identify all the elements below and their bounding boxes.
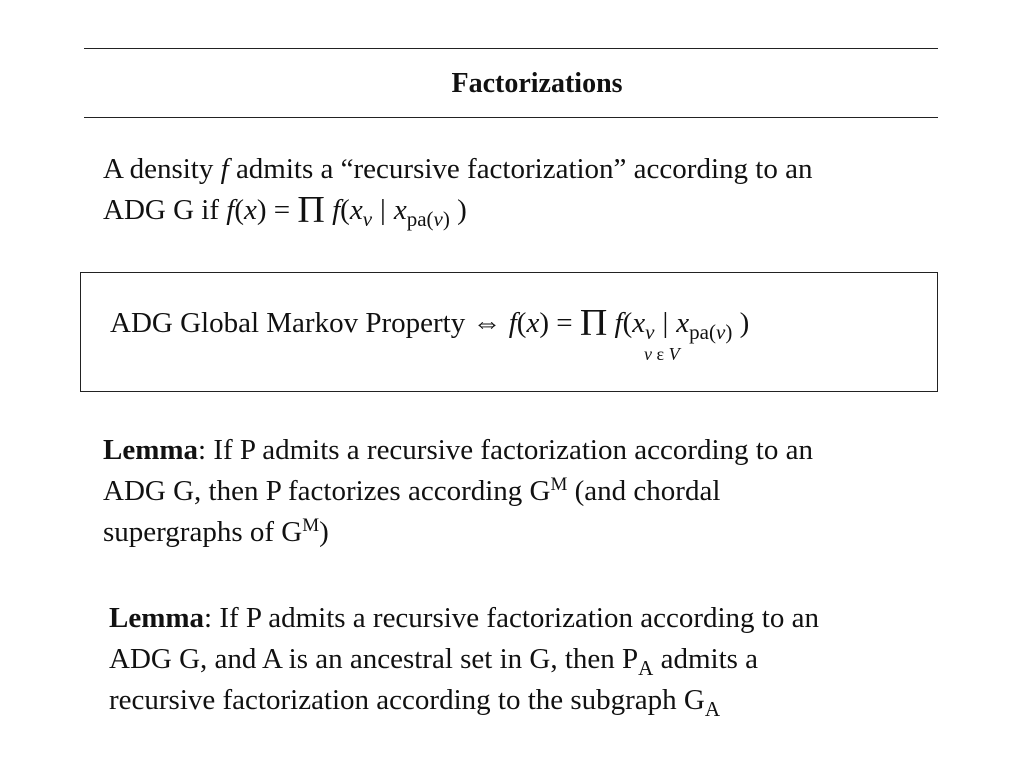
formula-equals: ) = (256, 194, 298, 226)
global-markov-statement (110, 303, 749, 344)
iff-symbol: ⇔ (472, 307, 502, 339)
formula-paren: ) (457, 194, 467, 226)
density-symbol: f (220, 153, 229, 185)
subscript-v: v (715, 320, 726, 344)
formula-x-parents: x (393, 194, 407, 226)
conditional-bar: | (662, 307, 669, 339)
lemma-1-line-1 (103, 430, 813, 471)
lemma-text: ADG G, then P factorizes according G (103, 475, 551, 507)
definition-text: ADG G if (103, 194, 227, 226)
product-index (644, 343, 680, 365)
formula-x: x (243, 194, 257, 226)
subscript-v: v (362, 207, 373, 231)
formula-f: f (614, 307, 623, 339)
formula-f: f (508, 307, 517, 339)
formula-f: f (226, 194, 235, 226)
subscript-a: A (638, 656, 654, 680)
lemma-text: supergraphs of G (103, 516, 303, 548)
lemma-2-line-1 (109, 598, 819, 639)
subscript-paren: ) (725, 320, 733, 344)
subscript-a: A (704, 697, 721, 721)
formula-paren: ( (234, 194, 244, 226)
product-symbol: Π (579, 302, 608, 344)
formula-x-v: x (632, 307, 646, 339)
vertex-set: V (668, 344, 680, 364)
definition-text: A density (103, 153, 221, 185)
formula-x-parents: x (676, 307, 690, 339)
superscript-m: M (550, 474, 568, 495)
subscript-parents (407, 207, 450, 231)
title-top-rule (84, 48, 938, 49)
definition-line-1 (103, 149, 812, 190)
lemma-text: : If P admits a recursive factorization according to an (198, 434, 813, 466)
formula-x: x (526, 307, 540, 339)
element-of-symbol: ε (656, 344, 665, 364)
subscript-paren: ) (442, 207, 450, 231)
subscript-pa: pa( (689, 320, 716, 344)
formula-paren: ( (622, 307, 633, 339)
subscript-parents (689, 320, 732, 344)
formula-paren: ( (340, 194, 350, 226)
index-v: v (644, 344, 652, 364)
lemma-text: admits a (653, 643, 759, 675)
lemma-text: ADG G, and A is an ancestral set in G, then P (109, 643, 639, 675)
lemma-1-line-3 (103, 512, 813, 553)
slide-title: Factorizations (451, 68, 623, 99)
formula-f: f (332, 194, 341, 226)
lemma-text: recursive factorization according to the subgraph G (109, 684, 705, 716)
formula-paren: ( (516, 307, 527, 339)
lemma-label: Lemma (109, 602, 205, 634)
definition-line-2 (103, 190, 812, 231)
title-bottom-rule (84, 117, 938, 118)
lemma-2 (109, 598, 819, 721)
lemma-2-line-3 (109, 680, 819, 721)
definition-paragraph (103, 149, 812, 231)
lemma-2-line-2 (109, 639, 819, 680)
property-text: ADG Global Markov Property (110, 307, 473, 339)
lemma-text: (and chordal (567, 475, 721, 507)
conditional-bar: | (380, 194, 386, 226)
definition-text: admits a “recursive factorization” according to an (228, 153, 813, 185)
formula-x-v: x (349, 194, 363, 226)
lemma-label: Lemma (103, 434, 199, 466)
lemma-1 (103, 430, 813, 553)
subscript-v: v (433, 207, 443, 231)
lemma-1-line-2 (103, 471, 813, 512)
superscript-m: M (302, 515, 320, 536)
subscript-pa: pa( (406, 207, 434, 231)
formula-paren: ) (739, 307, 750, 339)
product-symbol: Π (297, 189, 325, 231)
subscript-v: v (645, 320, 655, 344)
formula-equals: ) = (539, 307, 580, 339)
lemma-text: ) (319, 516, 329, 548)
lemma-text: : If P admits a recursive factorization according to an (204, 602, 819, 634)
